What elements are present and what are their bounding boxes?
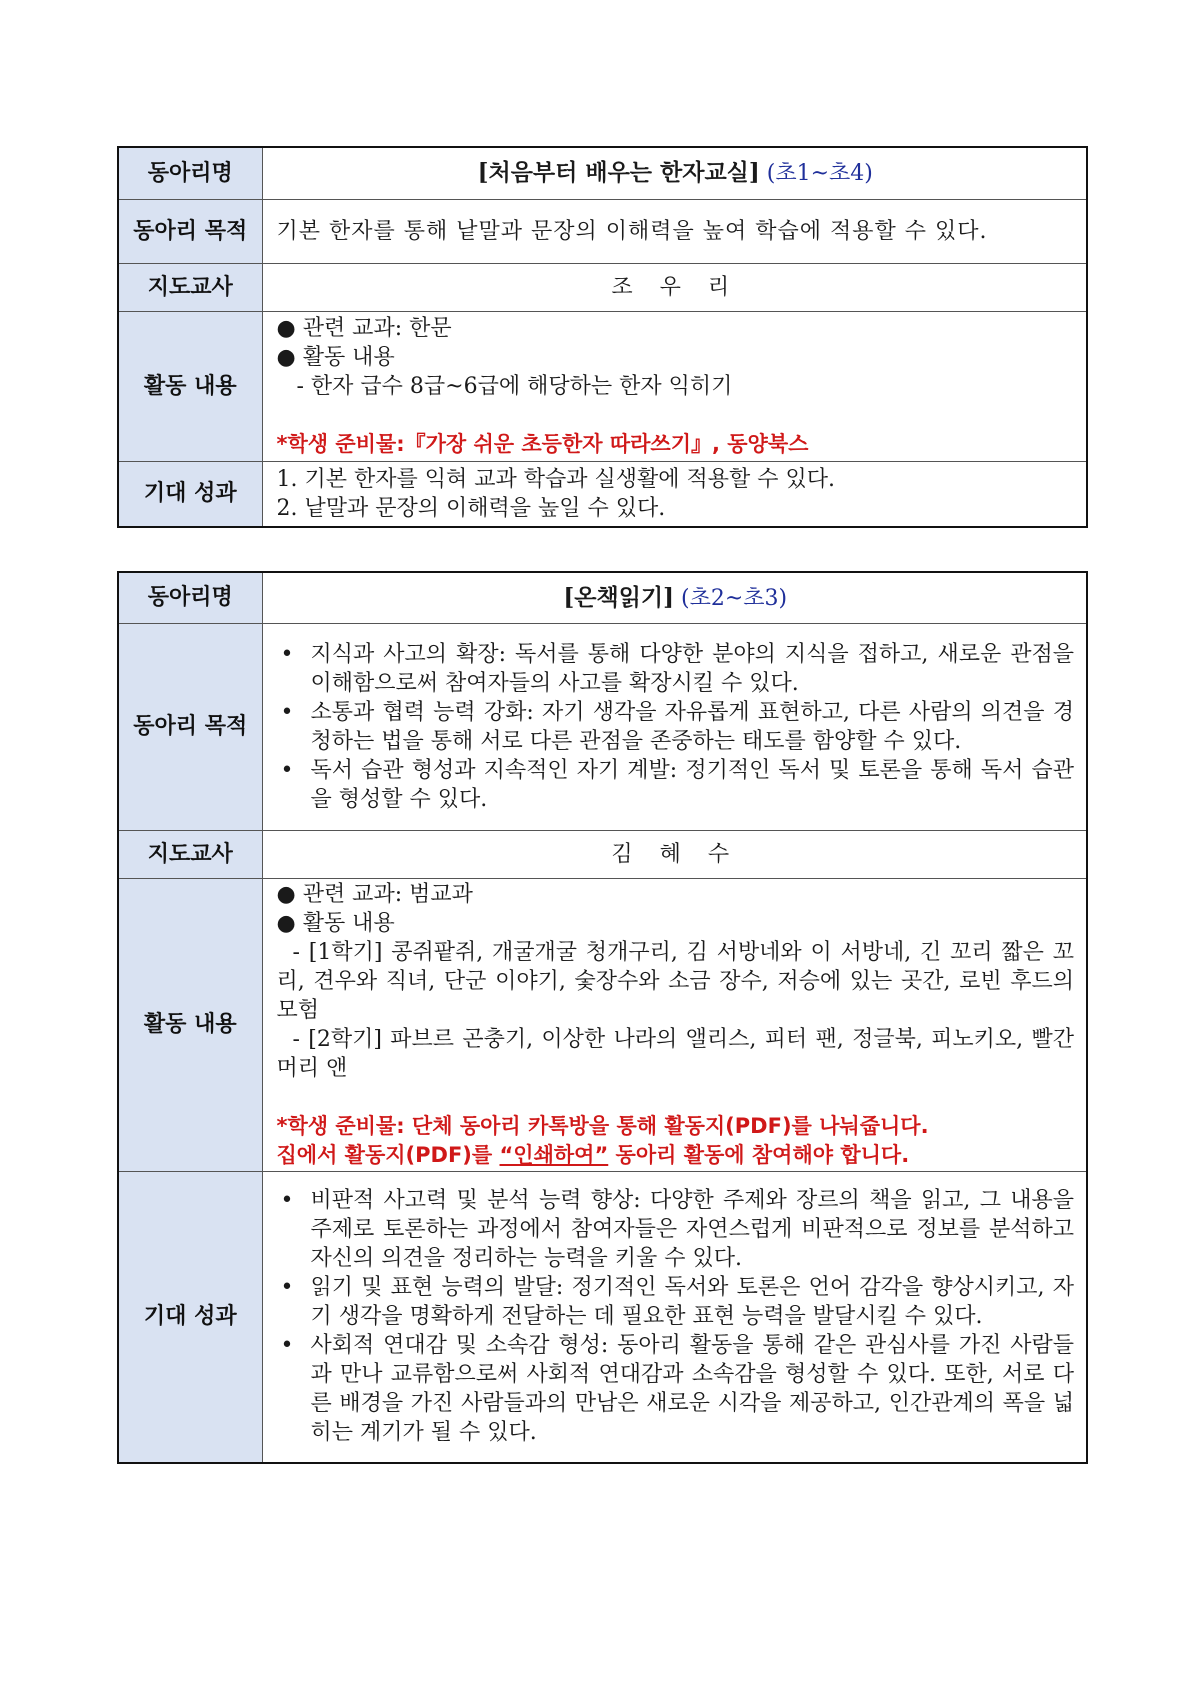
teacher-name: 조 우 리: [262, 263, 1087, 311]
bullet-icon: •: [280, 1275, 294, 1301]
activity-cell: [262, 311, 1087, 461]
activity-cell: [262, 878, 1087, 1171]
label-club-purpose: 동아리 목적: [118, 199, 262, 263]
outcome-item: • 사회적 연대감 및 소속감 형성: 동아리 활동을 통해 같은 관심사를 가진 사람들과 만나 교류함으로써 사회적 연대감과 소속감을 형성할 수 있다. 또한, 서로 다른 배경을 가진 사람들과의 만남은 새로운 시각을 제공하고, 인간관계의 폭을 넓히는 계기가 될 수 있다.: [280, 1333, 1074, 1446]
club-table-hanja: [117, 146, 1088, 528]
activity-term2-books: - [2학기] 파브르 곤충기, 이상한 나라의 앨리스, 피터 팬, 정글북, 피노키오, 빨간 머리 앤: [276, 1026, 1074, 1081]
outcome-item: • 읽기 및 표현 능력의 발달: 정기적인 독서와 토론은 언어 감각을 향상시키고, 자기 생각을 명확하게 전달하는 데 필요한 표현 능력을 발달시킬 수 있다.: [280, 1275, 1074, 1330]
outcome-item: 2. 낱말과 문장의 이해력을 높일 수 있다.: [276, 495, 666, 521]
club-title: [처음부터 배우는 한자교실]: [477, 159, 760, 187]
teacher-name: 김 혜 수: [262, 830, 1087, 878]
club-name-cell: [262, 572, 1087, 623]
row-activity: [118, 878, 1087, 1171]
activity-content-heading: ● 활동 내용: [276, 344, 395, 370]
activity-subject: ● 관련 교과: 한문: [276, 315, 452, 341]
activity-term1-books: - [1학기] 콩쥐팥쥐, 개굴개굴 청개구리, 김 서방네와 이 서방네, 긴 꼬리 짧은 꼬리, 견우와 직녀, 단군 이야기, 숯장수와 소금 장수, 저승에 있는 곳간, 로빈 후드의 모험: [276, 939, 1074, 1023]
label-club-name: 동아리명: [118, 147, 262, 199]
label-activity: 활동 내용: [118, 878, 262, 1171]
bullet-icon: •: [280, 1333, 294, 1359]
label-teacher: 지도교사: [118, 263, 262, 311]
bullet-icon: •: [280, 1188, 294, 1214]
label-outcome: 기대 성과: [118, 1171, 262, 1463]
row-club-purpose: [118, 199, 1087, 263]
row-outcome: [118, 1171, 1087, 1463]
club-purpose-cell: [262, 623, 1087, 830]
activity-subject: ● 관련 교과: 범교과: [276, 881, 473, 907]
row-teacher: [118, 263, 1087, 311]
club-purpose-text: 기본 한자를 통해 낱말과 문장의 이해력을 높여 학습에 적용할 수 있다.: [262, 199, 1087, 263]
activity-materials-print-note: 집에서 활동지(PDF)를 “인쇄하여” 동아리 활동에 참여해야 합니다.: [276, 1142, 910, 1167]
club-title: [온책읽기]: [563, 583, 675, 611]
row-outcome: [118, 461, 1087, 527]
purpose-item: • 소통과 협력 능력 강화: 자기 생각을 자유롭게 표현하고, 다른 사람의 의견을 경청하는 법을 통해 서로 다른 관점을 존중하는 태도를 함양할 수 있다.: [280, 699, 1074, 754]
activity-content-item: - 한자 급수 8급~6급에 해당하는 한자 익히기: [296, 373, 733, 399]
outcome-cell: [262, 1171, 1087, 1463]
row-teacher: [118, 830, 1087, 878]
purpose-item: • 독서 습관 형성과 지속적인 자기 계발: 정기적인 독서 및 토론을 통해 독서 습관을 형성할 수 있다.: [280, 757, 1074, 812]
purpose-item: • 지식과 사고의 확장: 독서를 통해 다양한 분야의 지식을 접하고, 새로운 관점을 이해함으로써 참여자들의 사고를 확장시킬 수 있다.: [280, 641, 1074, 696]
club-name-cell: [262, 147, 1087, 199]
bullet-icon: •: [280, 641, 294, 667]
activity-materials: *학생 준비물:『가장 쉬운 초등한자 따라쓰기』, 동양북스: [276, 431, 809, 456]
activity-materials: *학생 준비물: 단체 동아리 카톡방을 통해 활동지(PDF)를 나눠줍니다.: [276, 1113, 929, 1138]
label-outcome: 기대 성과: [118, 461, 262, 527]
club-grade: (초1~초4): [766, 161, 873, 187]
outcome-item: 1. 기본 한자를 익혀 교과 학습과 실생활에 적용할 수 있다.: [276, 466, 835, 492]
label-club-purpose: 동아리 목적: [118, 623, 262, 830]
print-emphasis: “인쇄하여”: [499, 1142, 609, 1167]
label-teacher: 지도교사: [118, 830, 262, 878]
club-table-reading: [117, 571, 1088, 1464]
row-club-name: [118, 572, 1087, 623]
label-activity: 활동 내용: [118, 311, 262, 461]
activity-content-heading: ● 활동 내용: [276, 910, 395, 936]
row-club-purpose: [118, 623, 1087, 830]
row-activity: [118, 311, 1087, 461]
outcome-cell: [262, 461, 1087, 527]
outcome-item: • 비판적 사고력 및 분석 능력 향상: 다양한 주제와 장르의 책을 읽고, 그 내용을 주제로 토론하는 과정에서 참여자들은 자연스럽게 비판적으로 정보를 분석하고 자신의 의견을 정리하는 능력을 키울 수 있다.: [280, 1188, 1074, 1272]
club-grade: (초2~초3): [681, 585, 788, 611]
label-club-name: 동아리명: [118, 572, 262, 623]
bullet-icon: •: [280, 699, 294, 725]
row-club-name: [118, 147, 1087, 199]
bullet-icon: •: [280, 757, 294, 783]
